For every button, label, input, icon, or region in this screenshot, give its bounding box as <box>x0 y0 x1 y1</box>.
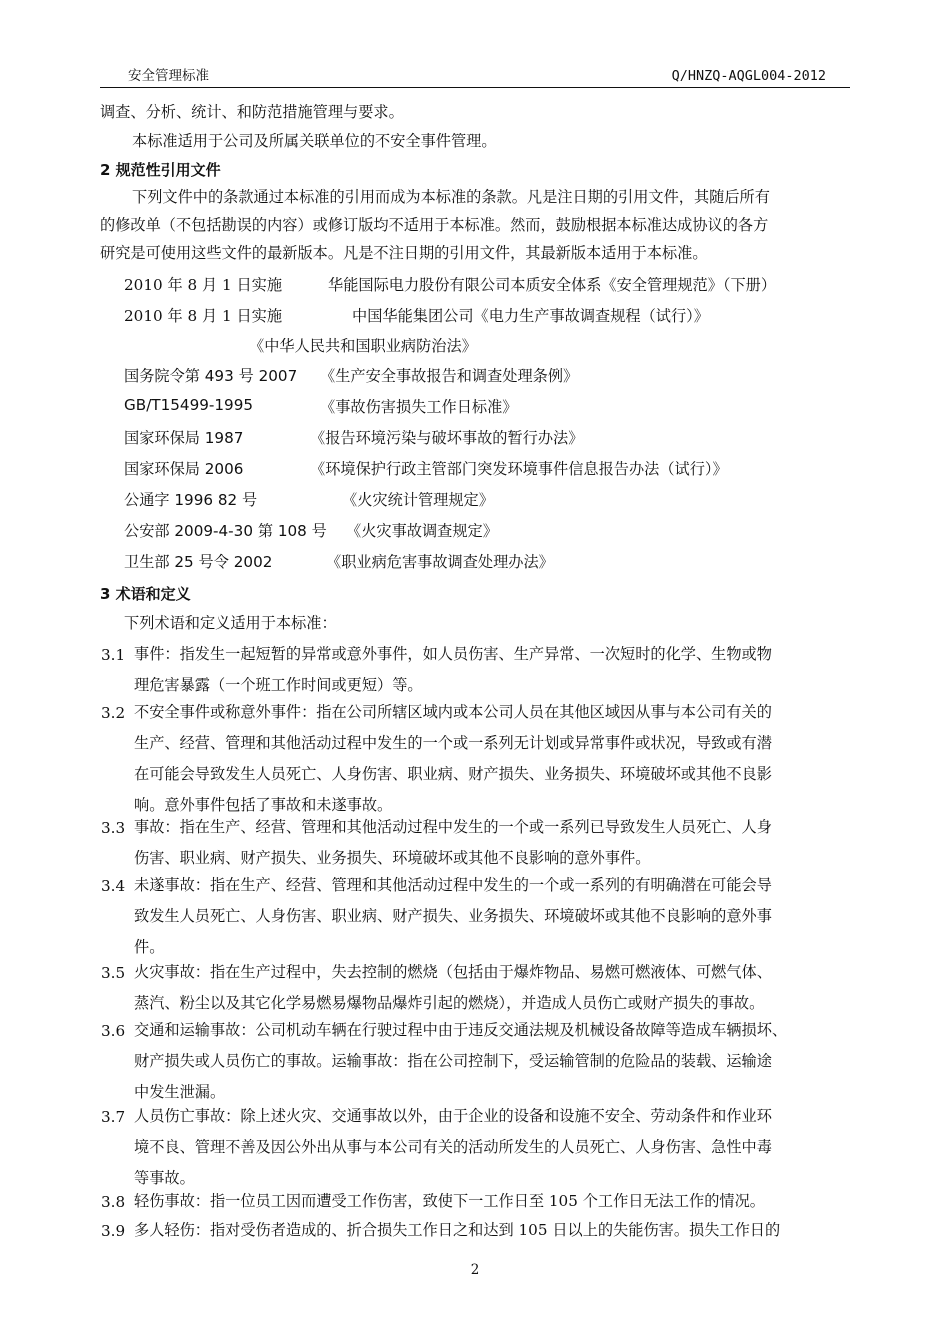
ref-doc: 《火灾事故调查规定》 <box>346 522 498 540</box>
ref-date: 国家环保局 2006 <box>124 460 244 478</box>
ref-doc: 《中华人民共和国职业病防治法》 <box>249 337 477 355</box>
page-header <box>100 67 850 87</box>
term-number: 3.4 <box>101 877 126 895</box>
ref-doc: 《生产安全事故报告和调查处理条例》 <box>320 367 579 385</box>
term-line: 事故：指在生产、经营、管理和其他活动过程中发生的一个或一系列已导致发生人员死亡、人身 <box>134 818 772 836</box>
ref-doc: 《环境保护行政主管部门突发环境事件信息报告办法（试行）》 <box>310 460 728 478</box>
ref-doc: 《火灾统计管理规定》 <box>342 491 494 509</box>
term-definition <box>134 870 846 963</box>
term-line: 境不良、管理不善及因公外出从事与本公司有关的活动所发生的人员死亡、人身伤害、急性中毒 <box>134 1138 772 1156</box>
term-definition <box>134 1101 846 1194</box>
page-number: 2 <box>470 1262 480 1278</box>
term-line: 伤害、职业病、财产损失、业务损失、环境破坏或其他不良影响的意外事件。 <box>134 849 651 867</box>
term-number: 3.5 <box>101 964 126 982</box>
header-doc-code: Q/HNZQ-AQGL004-2012 <box>671 68 826 84</box>
term-definition <box>134 697 846 821</box>
term-definition <box>134 957 846 1019</box>
section-3-heading: 3 术语和定义 <box>100 585 191 603</box>
term-definition <box>134 1015 846 1108</box>
term-number: 3.8 <box>101 1193 126 1211</box>
term-line: 件。 <box>134 938 165 956</box>
term-line: 交通和运输事故：公司机动车辆在行驶过程中由于违反交通法规及机械设备故障等造成车辆损坏、 <box>134 1021 788 1039</box>
header-title: 安全管理标准 <box>128 68 209 84</box>
term-line: 蒸汽、粉尘以及其它化学易燃易爆物品爆炸引起的燃烧），并造成人员伤亡或财产损失的事故。 <box>134 994 765 1012</box>
ref-date: 国家环保局 1987 <box>124 429 244 447</box>
ref-doc: 华能国际电力股份有限公司本质安全体系《安全管理规范》（下册） <box>328 276 777 294</box>
ref-doc: 中国华能集团公司《电力生产事故调查规程（试行）》 <box>352 307 709 325</box>
ref-date: 公安部 2009-4-30 第 108 号 <box>124 522 327 540</box>
term-line: 响。意外事件包括了事故和未遂事故。 <box>134 796 393 814</box>
ref-date: 2010 年 8 月 1 日实施 <box>124 276 283 294</box>
section-2-para-line-1: 下列文件中的条款通过本标准的引用而成为本标准的条款。凡是注日期的引用文件，其随后所有 <box>132 188 770 206</box>
term-line: 事件：指发生一起短暂的异常或意外事件，如人员伤害、生产异常、一次短时的化学、生物或物 <box>134 645 772 663</box>
term-number: 3.6 <box>101 1022 126 1040</box>
term-definition <box>134 639 846 701</box>
ref-doc: 《报告环境污染与破坏事故的暂行办法》 <box>310 429 584 447</box>
term-number: 3.9 <box>101 1222 126 1240</box>
term-number: 3.1 <box>101 646 126 664</box>
term-line: 火灾事故：指在生产过程中，失去控制的燃烧（包括由于爆炸物品、易燃可燃液体、可燃气体、 <box>134 963 772 981</box>
term-line: 中发生泄漏。 <box>134 1083 226 1101</box>
term-number: 3.7 <box>101 1108 126 1126</box>
term-line: 人员伤亡事故：除上述火灾、交通事故以外，由于企业的设备和设施不安全、劳动条件和作业环 <box>134 1107 772 1125</box>
section-3-intro: 下列术语和定义适用于本标准： <box>124 614 337 632</box>
ref-date: 2010 年 8 月 1 日实施 <box>124 307 283 325</box>
term-line: 在可能会导致发生人员死亡、人身伤害、职业病、财产损失、业务损失、环境破坏或其他不良影 <box>134 765 772 783</box>
intro-line-1: 调查、分析、统计、和防范措施管理与要求。 <box>100 103 404 121</box>
term-definition <box>134 812 846 874</box>
section-2-para-line-2: 的修改单（不包括勘误的内容）或修订版均不适用于本标准。然而，鼓励根据本标准达成协议的各方 <box>100 216 769 234</box>
ref-date: 卫生部 25 号令 2002 <box>124 553 273 571</box>
term-definition <box>134 1186 846 1217</box>
term-line: 多人轻伤：指对受伤者造成的、折合损失工作日之和达到 105 日以上的失能伤害。损失工作日的 <box>134 1221 781 1239</box>
term-line: 致发生人员死亡、人身伤害、职业病、财产损失、业务损失、环境破坏或其他不良影响的意外事 <box>134 907 772 925</box>
section-2-para-line-3: 研究是可使用这些文件的最新版本。凡是不注日期的引用文件，其最新版本适用于本标准。 <box>100 244 708 262</box>
term-line: 理危害暴露（一个班工作时间或更短）等。 <box>134 676 423 694</box>
header-rule <box>100 87 850 88</box>
section-2-heading: 2 规范性引用文件 <box>100 161 221 179</box>
term-number: 3.2 <box>101 704 126 722</box>
ref-doc: 《职业病危害事故调查处理办法》 <box>326 553 554 571</box>
ref-date: 国务院令第 493 号 2007 <box>124 367 298 385</box>
term-line: 生产、经营、管理和其他活动过程中发生的一个或一系列无计划或异常事件或状况，导致或有潜 <box>134 734 772 752</box>
term-number: 3.3 <box>101 819 126 837</box>
term-line: 不安全事件或称意外事件：指在公司所辖区域内或本公司人员在其他区域因从事与本公司有关的 <box>134 703 772 721</box>
term-line: 未遂事故：指在生产、经营、管理和其他活动过程中发生的一个或一系列的有明确潜在可能会导 <box>134 876 772 894</box>
ref-doc: 《事故伤害损失工作日标准》 <box>320 398 518 416</box>
term-definition <box>134 1215 846 1246</box>
ref-date: 公通字 1996 82 号 <box>124 491 258 509</box>
intro-line-2: 本标准适用于公司及所属关联单位的不安全事件管理。 <box>132 132 497 150</box>
ref-date: GB/T15499-1995 <box>124 396 254 414</box>
term-line: 等事故。 <box>134 1169 195 1187</box>
term-line: 轻伤事故：指一位员工因而遭受工作伤害，致使下一工作日至 105 个工作日无法工作的情况。 <box>134 1192 765 1210</box>
term-line: 财产损失或人员伤亡的事故。运输事故：指在公司控制下，受运输管制的危险品的装载、运输途 <box>134 1052 772 1070</box>
